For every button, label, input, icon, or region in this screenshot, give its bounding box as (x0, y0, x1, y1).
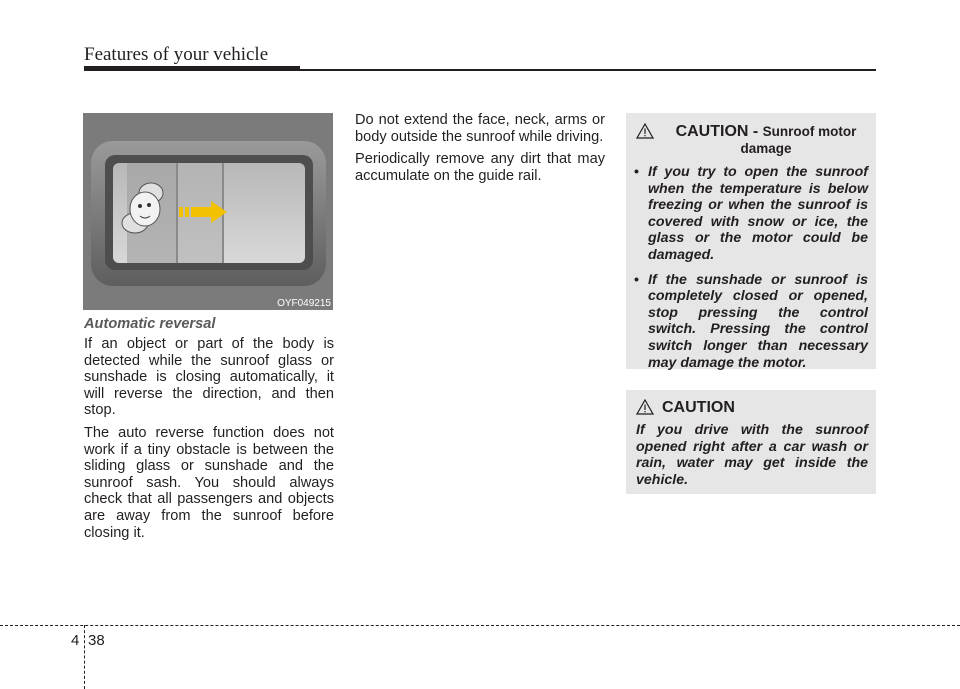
caution-title: CAUTION - (675, 123, 759, 140)
footer-rule (0, 625, 960, 626)
warning-triangle-icon (636, 123, 654, 139)
caution-box-car-wash (626, 390, 876, 494)
paragraph: The auto reverse function does not work if a tiny obstacle is between the sliding glass or sunshade and the sunroof sash. You should always check that all passengers and objects are away from the sunroof before closing it. (84, 424, 334, 541)
list-item: • If you try to open the sunroof when the temperature is below freezing or when the sunroof is covered with snow or ice, the glass or the motor could be damaged. (634, 164, 868, 263)
subheading-automatic-reversal: Automatic reversal (84, 316, 216, 332)
figure-code: OYF049215 (277, 298, 331, 309)
paragraph: If an object or part of the body is detected while the sunroof glass or sunshade is closing automatically, it will reverse the direction, and then stop. (84, 336, 334, 419)
caution-box-motor-damage (626, 113, 876, 369)
paragraph: Periodically remove any dirt that may accumulate on the guide rail. (355, 151, 605, 184)
caution-subtitle: Sunroof motor damage (740, 124, 857, 156)
caution-title: CAUTION (662, 399, 735, 416)
caution-list (634, 164, 868, 379)
middle-column-body (355, 112, 605, 190)
footer-vertical-rule (84, 625, 85, 689)
page-header-title: Features of your vehicle (84, 44, 269, 65)
chapter-number: 4 (71, 632, 80, 649)
warning-triangle-icon (636, 399, 654, 415)
paragraph: Do not extend the face, neck, arms or body outside the sunroof while driving. (355, 112, 605, 145)
caution-body: If you drive with the sunroof opened right after a car wash or rain, water may get inside the vehicle. (636, 422, 868, 488)
header-rule-thick (84, 66, 300, 71)
sunroof-photo (83, 113, 333, 310)
header-rule-thin (300, 69, 876, 71)
page-number: 38 (88, 632, 105, 649)
list-item: • If the sunshade or sunroof is completely closed or opened, stop pressing the control switch. Pressing the control switch longer than necessary may damage the motor. (634, 271, 868, 371)
left-column-body (84, 336, 334, 547)
